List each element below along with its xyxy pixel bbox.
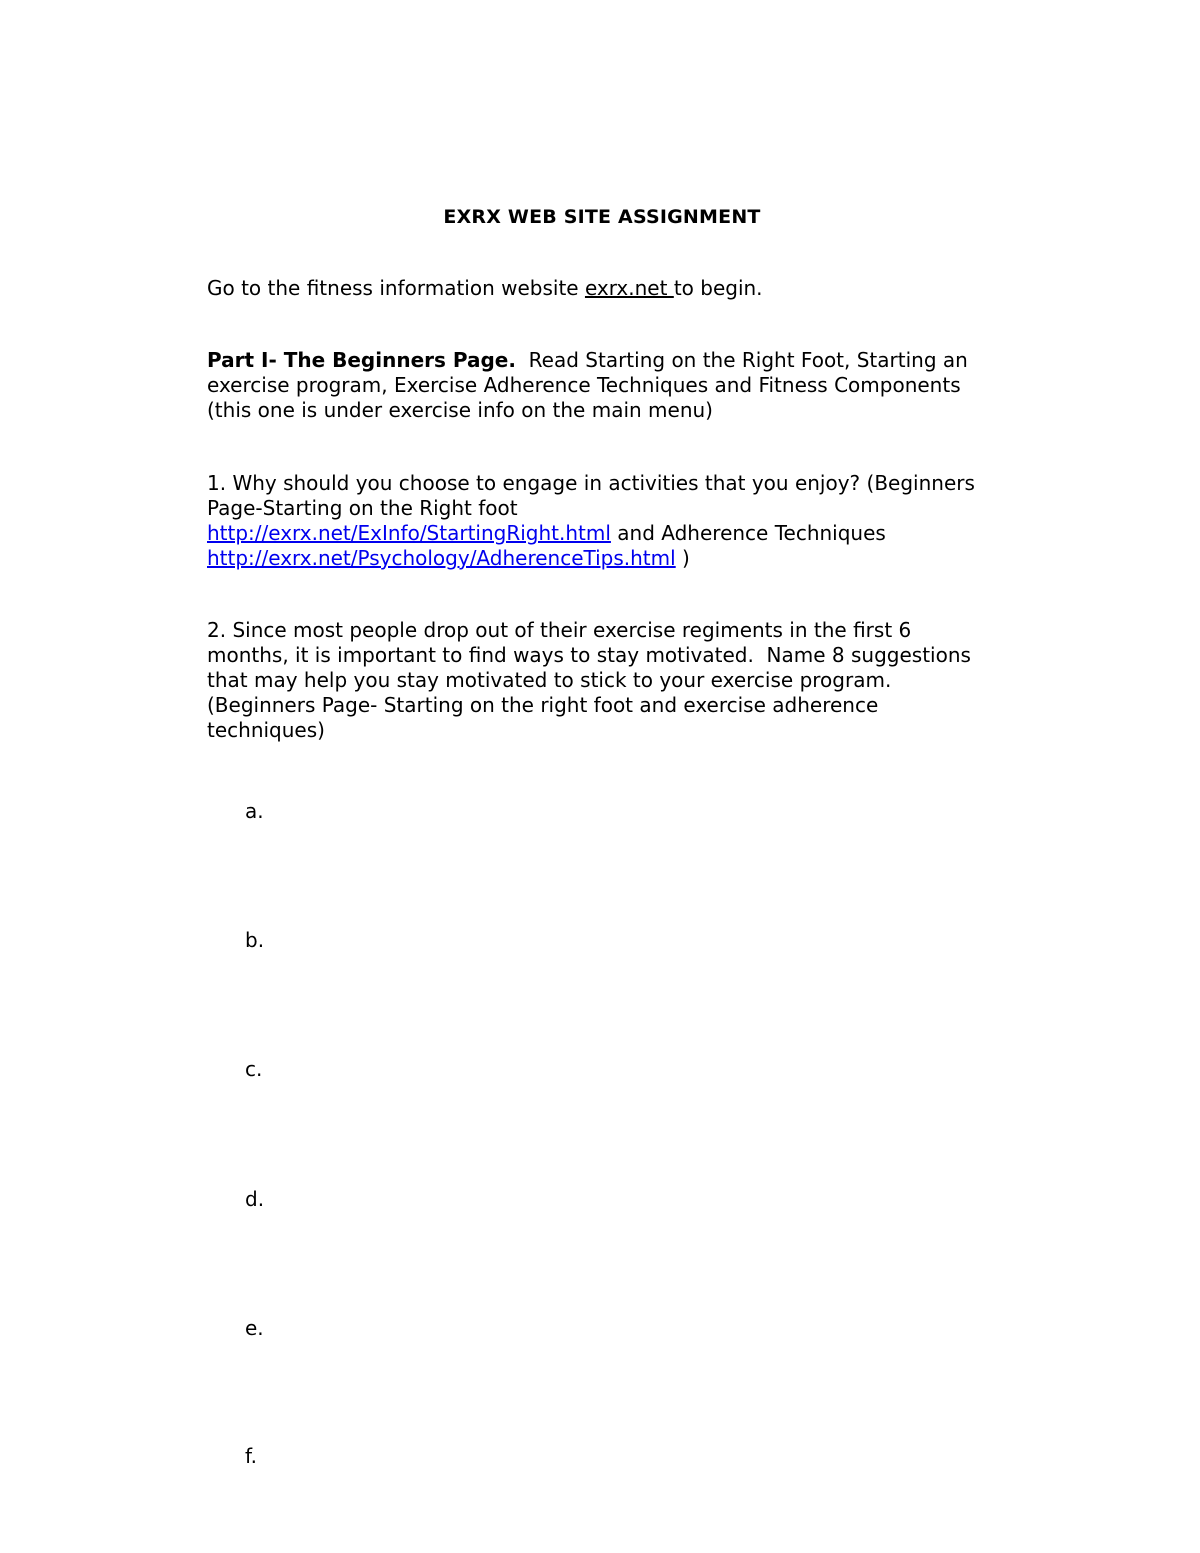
question-2: 2. Since most people drop out of their exercise regiments in the first 6 months, it is important to find ways to stay motivated. Name 8 suggestions that may help you stay motivated to stick to your exercise program. (Beginners Page- Starting on the right foot and exercise adherence techniques) [207,618,978,742]
question-1-middle: and Adherence Techniques [610,521,886,545]
intro-paragraph [207,276,997,301]
answer-label-f: f. [245,1444,257,1468]
question-1-text: 1. Why should you choose to engage in activities that you enjoy? (Beginners Page-Starting on the Right foot [207,471,975,520]
question-1-end: ) [675,546,690,570]
answer-label-b: b. [245,928,265,952]
document-body [207,205,997,743]
exrx-site-link[interactable]: exrx.net [584,276,674,300]
page-title: EXRX WEB SITE ASSIGNMENT [443,206,761,228]
answer-label-a: a. [245,799,264,823]
intro-text-before: Go to the fitness information website [207,276,585,300]
answer-label-e: e. [245,1316,264,1340]
answer-label-c: c. [245,1057,263,1081]
answer-label-d: d. [245,1187,265,1211]
question-1 [207,471,997,571]
part1-body: Read Starting on the Right Foot, Starting an exercise program, Exercise Adherence Techniques and Fitness Components (this one is under exercise info on the main menu) [207,348,975,422]
part1-paragraph [207,348,997,423]
part1-heading: Part I- The Beginners Page. [207,348,516,372]
intro-text-after: to begin. [673,276,763,300]
adherence-tips-link[interactable]: http://exrx.net/Psychology/AdherenceTips.html [207,546,676,570]
starting-right-link[interactable]: http://exrx.net/ExInfo/StartingRight.html [207,521,611,545]
